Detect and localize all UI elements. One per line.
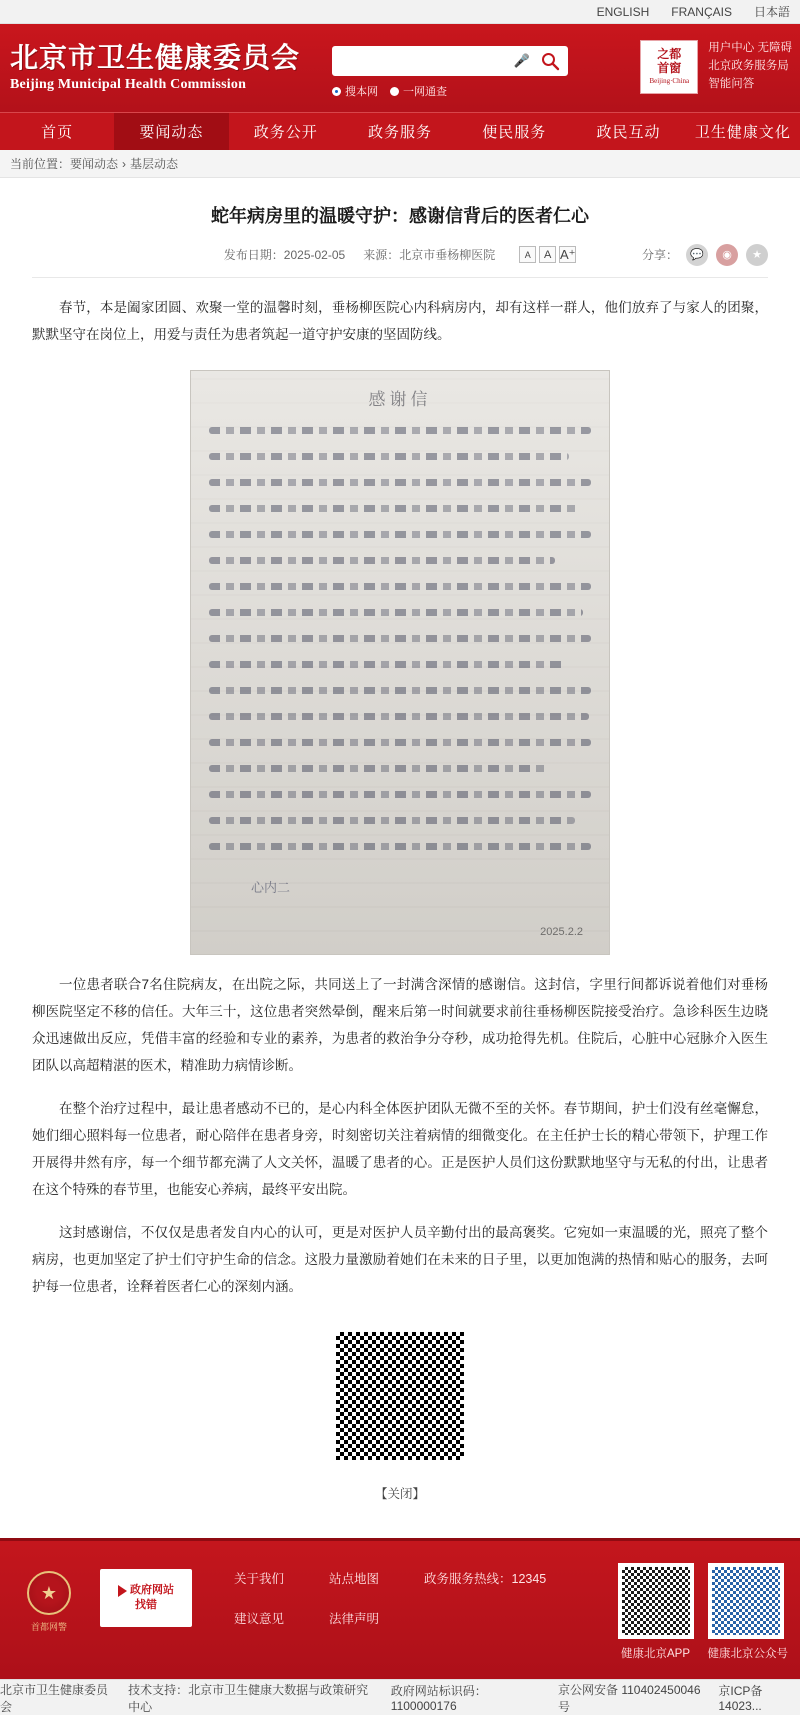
font-size-large-button[interactable]: A⁺ xyxy=(559,246,576,262)
site-footer xyxy=(0,1538,800,1679)
letter-heading: 感谢信 xyxy=(368,390,432,410)
police-emblem[interactable] xyxy=(12,1561,86,1633)
radio-unselected-icon xyxy=(390,87,399,96)
wechat-qr-code xyxy=(708,1563,784,1639)
copyright-police-record[interactable]: 京公网安备 110402450046号 xyxy=(558,1682,701,1714)
article-source xyxy=(363,246,495,263)
article-paragraph-1: 春节，本是阖家团圆、欢聚一堂的温馨时刻，垂杨柳医院心内科病房内，却有这样一群人，他们放弃了与家人的团聚，默默坚守在岗位上，用爱与责任为患者筑起一道守护安康的坚固防线。 xyxy=(32,300,768,342)
breadcrumb-item-grassroots[interactable]: 基层动态 xyxy=(130,157,179,171)
search-scope-site-label: 搜本网 xyxy=(345,86,378,98)
letter-signature: 心内二 xyxy=(251,880,291,895)
header-link-smart-qa[interactable]: 智能问答 xyxy=(708,77,755,90)
publish-date-value: 2025-02-05 xyxy=(283,248,346,262)
lang-english[interactable]: ENGLISH xyxy=(596,4,650,19)
search-area xyxy=(332,46,568,99)
nav-item-openness[interactable]: 政务公开 xyxy=(253,124,318,141)
search-scope-network-label: 一网通查 xyxy=(403,86,447,98)
copyright-owner: 北京市卫生健康委员会 xyxy=(0,1682,109,1714)
logo-title-cn: 北京市卫生健康委员会 xyxy=(10,41,301,74)
breadcrumb-item-news[interactable]: 要闻动态 xyxy=(70,157,119,171)
nav-item-home[interactable]: 首页 xyxy=(41,124,74,141)
copyright-icp[interactable]: 京ICP备14023... xyxy=(718,1684,763,1713)
wechat-icon[interactable]: 💬 xyxy=(686,244,708,266)
play-triangle-icon xyxy=(118,1585,127,1597)
share-label: 分享： xyxy=(641,248,678,262)
article xyxy=(0,202,800,1502)
close-link[interactable]: 【关闭】 xyxy=(374,1487,425,1501)
source-label: 来源： xyxy=(363,248,400,262)
footer-links xyxy=(206,1561,604,1627)
breadcrumb xyxy=(0,150,800,178)
main-navigation xyxy=(0,112,800,150)
search-icon[interactable] xyxy=(533,47,567,75)
site-logo[interactable] xyxy=(0,41,301,92)
publish-date-label: 发布日期： xyxy=(223,248,284,262)
police-emblem-label: 首都网警 xyxy=(30,1622,67,1632)
police-emblem-icon: ★ xyxy=(27,1571,71,1615)
thank-you-letter-image xyxy=(190,370,610,955)
article-paragraph-3: 在整个治疗过程中，最让患者感动不已的，是心内科全体医护团队无微不至的关怀。春节期间，护士们没有丝毫懈怠，她们细心照料每一位患者，耐心陪伴在患者身旁，时刻密切关注着病情的细微变化。在主任护士长的精心带领下，护理工作开展得井然有序，每一个细节都充满了人文关怀，温暖了患者的心。正是医护人员们这份默默地坚守与无私的付出，让患者在这个特殊的春节里，也能安心养病，最终平安出院。 xyxy=(32,1101,768,1197)
font-size-controls xyxy=(519,246,576,263)
breadcrumb-separator: › xyxy=(122,156,127,171)
header-links xyxy=(708,40,792,93)
logo-title-en: Beijing Municipal Health Commission xyxy=(10,77,247,92)
gov-badge-bottom-label: 找错 xyxy=(135,1599,157,1611)
footer-link-legal[interactable]: 法律声明 xyxy=(329,1612,380,1626)
radio-selected-icon xyxy=(332,87,341,96)
footer-link-sitemap[interactable]: 站点地图 xyxy=(329,1572,380,1586)
badge-cn-text: 之都 首窗 xyxy=(657,47,682,75)
nav-item-culture[interactable]: 卫生健康文化 xyxy=(694,124,791,141)
header-link-service-bureau[interactable]: 北京政务服务局 xyxy=(708,59,789,72)
lang-japanese[interactable]: 日本語 xyxy=(753,5,790,19)
search-scope-site[interactable] xyxy=(332,83,378,99)
badge-en-text: Beijing·China xyxy=(649,76,690,85)
font-size-small-button[interactable]: A xyxy=(519,246,536,263)
source-value: 北京市垂杨柳医院 xyxy=(399,248,496,262)
beijing-china-badge[interactable] xyxy=(640,40,698,94)
footer-link-suggestion[interactable]: 建议意见 xyxy=(234,1612,285,1626)
search-input[interactable] xyxy=(333,47,511,75)
app-qr-code xyxy=(618,1563,694,1639)
lang-francais[interactable]: FRANÇAIS xyxy=(671,4,732,19)
article-qr-code xyxy=(330,1326,470,1466)
weibo-icon[interactable]: ◉ xyxy=(716,244,738,266)
footer-qr-group xyxy=(618,1561,789,1661)
header-link-user-center[interactable]: 用户中心 无障碍 xyxy=(708,42,792,54)
footer-qr-app xyxy=(618,1563,694,1661)
wechat-qr-caption: 健康北京公众号 xyxy=(707,1648,788,1660)
article-paragraph-4: 这封感谢信，不仅仅是患者发自内心的认可，更是对医护人员辛勤付出的最高褒奖。它宛如一束温暖的光，照亮了整个病房，也更加坚定了护士们守护生命的信念。这股力量激励着她们在未来的日子里，以更加饱满的热情和贴心的服务，去呵护每一位患者，诠释着医者仁心的深刻内涵。 xyxy=(32,1225,768,1294)
copyright-bar xyxy=(0,1679,800,1715)
meta-divider xyxy=(32,277,768,278)
gov-badge-top-label: 政府网站 xyxy=(130,1584,174,1597)
footer-link-about[interactable]: 关于我们 xyxy=(234,1572,285,1586)
gov-website-report-badge[interactable] xyxy=(100,1569,192,1627)
article-meta xyxy=(32,246,768,263)
breadcrumb-prefix: 当前位置： xyxy=(10,157,71,171)
search-scope-network[interactable] xyxy=(390,83,447,99)
top-language-bar xyxy=(0,0,800,24)
copyright-site-id: 政府网站标识码：1100000176 xyxy=(390,1684,487,1713)
copyright-support: 技术支持：北京市卫生健康大数据与政策研究中心 xyxy=(128,1682,369,1714)
font-size-medium-button[interactable]: A xyxy=(539,246,556,263)
header-right-block xyxy=(640,40,792,94)
nav-item-gov-service[interactable]: 政务服务 xyxy=(367,124,432,141)
nav-item-public-service[interactable]: 便民服务 xyxy=(482,124,547,141)
publish-date xyxy=(224,246,345,263)
article-body xyxy=(32,294,768,1300)
nav-item-interaction[interactable]: 政民互动 xyxy=(596,124,661,141)
microphone-icon[interactable]: 🎤 xyxy=(513,53,531,68)
app-qr-caption: 健康北京APP xyxy=(620,1648,690,1660)
article-paragraph-2: 一位患者联合7名住院病友，在出院之际，共同送上了一封满含深情的感谢信。这封信，字里行间都诉说着他们对垂杨柳医院坚定不移的信任。大年三十，这位患者突然晕倒，醒来后第一时间就要求前往垂杨柳医院接受治疗。急诊科医生边晓众迅速做出反应，凭借丰富的经验和专业的素养，为患者的救治争分夺秒，成功抢得先机。住院后，心脏中心冠脉介入医生团队以高超精湛的医术，精准助力病情诊断。 xyxy=(32,977,768,1073)
footer-hotline: 政务服务热线：12345 xyxy=(424,1572,547,1586)
share-group xyxy=(642,244,768,266)
favorite-icon[interactable]: ★ xyxy=(746,244,768,266)
site-header xyxy=(0,24,800,112)
footer-link-empty xyxy=(424,1609,604,1627)
search-scope-options xyxy=(332,83,568,99)
letter-date: 2025.2.2 xyxy=(540,926,583,938)
search-box[interactable] xyxy=(332,46,568,76)
page-title: 蛇年病房里的温暖守护：感谢信背后的医者仁心 xyxy=(211,206,589,227)
nav-item-news[interactable]: 要闻动态 xyxy=(114,113,228,150)
page-content xyxy=(0,202,800,1538)
footer-qr-wechat xyxy=(708,1563,789,1661)
